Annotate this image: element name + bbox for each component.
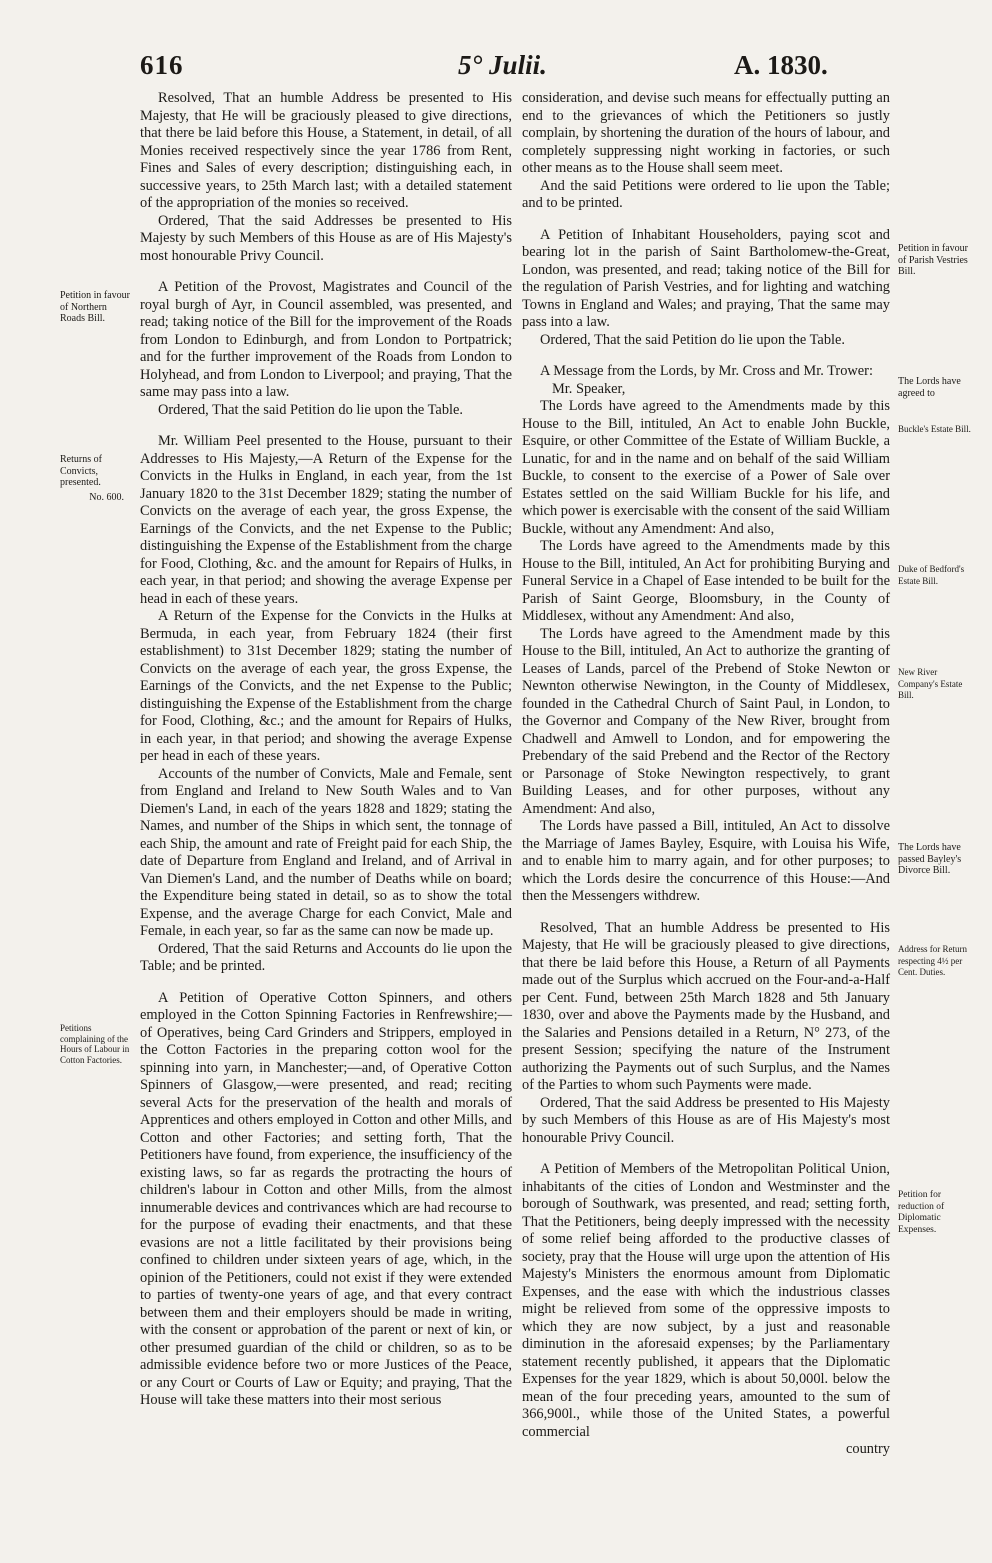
right-column [522,90,890,1459]
margin-note-bayley: The Lords have passed Bayley's Divorce Bill. [898,842,962,876]
left-column [140,90,512,1410]
margin-note-bedford: Duke of Bedford's Estate Bill. [898,564,965,586]
paragraph: The Lords have agreed to the Amendment made by this House to the Bill, intituled, An Act to authorize the granting of Leases of Lands, parcel of the Prebend of Stoke Newton or Newnton otherwise Newington, in the County of Middlesex, founded in the Cathedral Church of Saint Paul, in London, to the Governor and Company of the New River, brought from Chadwell and Amwell to London, and for empowering the Prebendary of the said Prebend and the Rector of the Rectory or Parsonage of Stoke Newington respectively, to grant Building Leases, and for other purposes, without any Amendment: And also, [522,625,890,817]
paragraph: Resolved, That an humble Address be presented to His Majesty, that He will be graciously pleased to give directions, that there be laid before this House, a Return of all Payments made out of the Surplus which accrued on the Four-and-a-Half per Cent. Fund, between 25th March 1828 and 5th January 1830, over and above the Payments made by the Husband, and the Salaries and Pensions detailed in a Return, N° 273, of the present Session; specifying the nature of the Instrument authorizing the Payments out of such Surplus, and the Names of the Parties to whom such Payments were made. [522,919,890,1093]
page-date: 5° Julii. [458,50,547,80]
margin-note-lords-agreed: The Lords have agreed to [898,376,961,399]
margin-note-northern-roads: Petition in favour of Northern Roads Bill. [60,290,130,324]
margin-note-four-half: Address for Return respecting 4½ per Cent. Duties. [898,944,967,977]
paragraph: Ordered, That the said Address be presented to His Majesty by such Members of this House as are of His Majesty's most honourable Privy Council. [522,1094,890,1146]
paragraph: And the said Petitions were ordered to lie upon the Table; and to be printed. [522,177,890,211]
margin-note-convicts [60,454,130,503]
paragraph: Accounts of the number of Convicts, Male and Female, sent from England and Ireland to New South Wales and to Van Diemen's Land, in each of the years 1828 and 1829; stating the Names, and number of the Ships in which sent, the tonnage of each Ship, the amount and rate of Freight paid for each Ship, the date of Departure from England and Ireland, and of Arrival in Van Diemen's Land, and the number of Deaths while on board; the Expenditure being stated in detail, so as to show the total Expense, and the average Charge for each Convict, Male and Female, in each year, so far as the same can now be made up. [140,765,512,939]
paragraph: Mr. William Peel presented to the House, pursuant to their Addresses to His Majesty,—A Return of the Expense for the Convicts in the Hulks in England, in each year, from the 1st January 1820 to the 31st December 1829; stating the number of Convicts on the average of each year, the gross Expense, the Earnings of the Convicts, and the net Expense to the Public; distinguishing the Expense of the Establishment from the charge for Food, Clothing, &c. and the amount for Repairs of Hulks, in each year, in that period; and showing the average Expense per head in each of these years. [140,433,512,607]
paragraph: Ordered, That the said Addresses be presented to His Majesty by such Members of this House as are of His Majesty's most honourable Privy Council. [140,212,512,264]
paragraph: Ordered, That the said Petition do lie upon the Table. [158,401,463,418]
margin-note-diplomatic: Petition for reduction of Diplomatic Expenses. [898,1190,945,1235]
paragraph: Mr. Speaker, [552,380,626,397]
paragraph: Ordered, That the said Petition do lie upon the Table. [540,331,845,348]
paragraph: The Lords have agreed to the Amendments made by this House to the Bill, intituled, An Act to enable John Buckle, Esquire, or other Committee of the Estate of William Buckle, a Lunatic, for and in the name and on behalf of the said William Buckle, to consent to the exercise of a Power of Sale over Estates settled on the said William Buckle for his life, and which power is exercisable with the consent of the said William Buckle, without any Amendment: And also, [522,398,890,537]
margin-note-cotton: Petitions complaining of the Hours of Labour in Cotton Factories. [60,1023,130,1065]
margin-note-convicts-text: Returns of Convicts, presented. [60,454,102,488]
catchword: country [846,1441,890,1457]
paragraph: A Petition of Members of the Metropolitan Political Union, inhabitants of the cities of London and Westminster and the borough of Southwark, was presented, and read; setting forth, That the Petitioners, being deeply impressed with the necessity of some relief being afforded to the productive classes of society, pray that the House will urge upon the attention of His Majesty's Ministers the enormous amount from Diplomatic Expenses, and the ease with which the industrious classes might be relieved from some of the oppressive imposts to which they are now subject, by a just and reasonable diminution in the aforesaid expenses; by the Parliamentary statement recently published, it appears that the Diplomatic Expenses for the year 1829, which is about 50,000l. below the mean of the four preceding years, amounted to the sum of 366,900l., while those of the United States, a powerful commercial [522,1161,890,1440]
paragraph: A Petition of Inhabitant Householders, paying scot and bearing lot in the parish of Saint Bartholomew-the-Great, London, was presented, and read; taking notice of the Bill for the regulation of Parish Vestries, and for lighting and watching Towns in England and Wales; and praying, That the same may pass into a law. [522,226,890,330]
margin-note-parish-vestries: Petition in favour of Parish Vestries Bill. [898,243,968,277]
paragraph: consideration, and devise such means for effectually putting an end to the grievances of which the Petitioners so justly complain, by shortening the duration of the hours of labour, and completely suppressing night working in factories, or such other means as to the House shall seem meet. [522,90,890,176]
paragraph: A Return of the Expense for the Convicts in the Hulks at Bermuda, in each year, from February 1824 (their first establishment) to 31st December 1829; stating the number of Convicts on the average of each year, the gross Expense, the Earnings of the Convicts, and the net Expense to the Public; distinguishing the Expense of the Establishment from the charge for Food, Clothing, &c.; and the amount for Repairs of Hulks, in each year, in that period; and showing the average Expense per head in each of these years. [140,608,512,764]
page-number: 616 [140,50,184,80]
page-header [0,50,992,90]
margin-note-convicts-number: No. 600. [89,491,124,503]
page-year: A. 1830. [734,50,828,80]
paragraph: The Lords have passed a Bill, intituled, An Act to dissolve the Marriage of James Bayley, Esquire, with Louisa his Wife, and to enable him to marry again, and for other purposes; to which the Lords desire the concurrence of this House:—And then the Messengers withdrew. [522,818,890,904]
paragraph: Resolved, That an humble Address be presented to His Majesty, that He will be graciously pleased to give directions, that there be laid before this House, a Statement, in detail, of all Monies received respectively since the year 1786 from Rent, Fines and Sales of every description; distinguishing each, in successive years, to 25th March last; with a detailed statement of the appropriation of the monies so received. [140,90,512,211]
paragraph: A Petition of Operative Cotton Spinners, and others employed in the Cotton Spinning Factories in Renfrewshire;—of Operatives, being Card Grinders and Strippers, employed in the Cotton Factories in the preparing cotton wool for the spinning into yarn, in Manchester;—and, of Operative Cotton Spinners of Glasgow,—were presented, and read; reciting several Acts for the preservation of the health and morals of Apprentices and others employed in Cotton and other Mills, and Cotton and other Factories; and setting forth, That the Petitioners have found, from experience, the insufficiency of the existing laws, so far as regards the protracting the hours of children's labour in Cotton and other Mills, from the almost innumerable devices and contrivances which are had recourse to for the purpose of evading their enactments, and that these evasions are not a little facilitated by their provisions being confined to children under sixteen years of age, which, in the opinion of the Petitioners, could not exist if they were extended to parties of twenty-one years of age, and that every contract between them and their employers should be made in writing, with the consent or approbation of the parent or next of kin, or other presumed guardian of the child or children, so as to be admissible evidence before two or more Justices of the Peace, or any Court or Courts of Law or Equity; and praying, That the House will take these matters into their most serious [140,989,512,1408]
paragraph: The Lords have agreed to the Amendments made by this House to the Bill, intituled, An Act for prohibiting Burying and Funeral Service in a Chapel of Ease intended to be built for the Parish of Saint George, Bloomsbury, in the County of Middlesex, without any Amendment: And also, [522,538,890,624]
paragraph: Ordered, That the said Returns and Accounts do lie upon the Table; and be printed. [140,940,512,974]
paragraph: A Message from the Lords, by Mr. Cross and Mr. Trower: [540,363,873,379]
margin-note-buckle: Buckle's Estate Bill. [898,424,971,434]
margin-note-new-river: New River Company's Estate Bill. [898,667,963,700]
paragraph: A Petition of the Provost, Magistrates and Council of the royal burgh of Ayr, in Council assembled, was presented, and read; taking notice of the Bill for the improvement of the Roads from London to Edinburgh, and from London to Portpatrick; and for the further improvement of the Roads from London to Holyhead, and from London to Liverpool; and praying, That the same may pass into a law. [140,279,512,400]
